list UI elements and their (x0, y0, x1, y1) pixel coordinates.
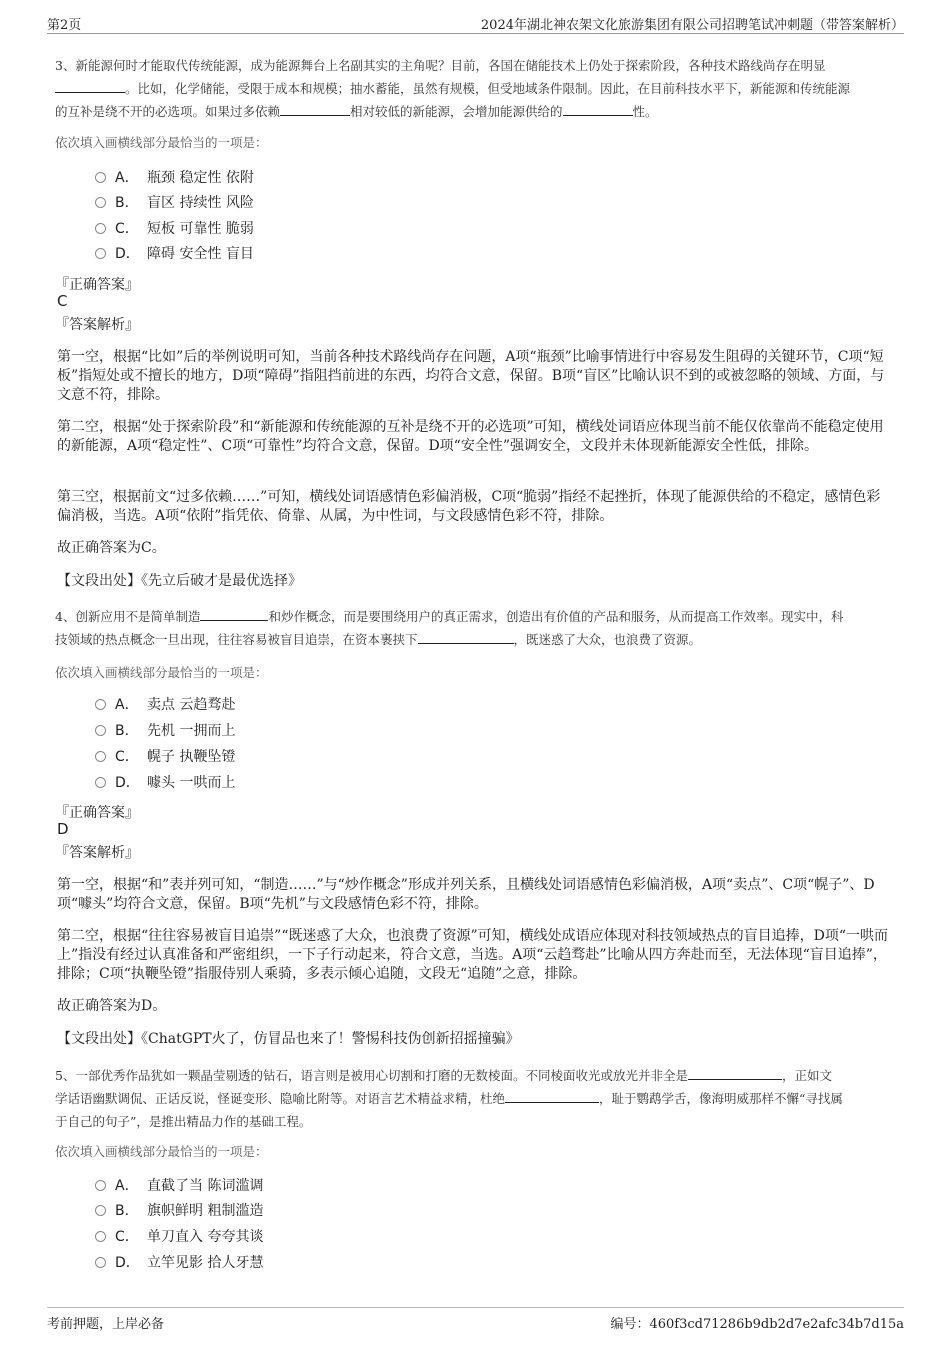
header-divider (47, 33, 904, 34)
q3-option-c[interactable]: C． 短板 可靠性 脆弱 (95, 218, 254, 240)
analysis-conclusion: 故正确答案为D。 (57, 998, 167, 1014)
analysis-paragraph: 第二空，根据“处于探索阶段”和“新能源和传统能源的互补是绕不开的必选项”可知，横线处词语应体现当前不能仅依靠尚不能稳定使用的新能源，A项“稳定性”、C项“可靠性”均符合文意，保留。D项“安全性”强调安全，文段并未体现新能源安全性低，排除。 (57, 419, 884, 454)
q4-option-c[interactable]: C． 幌子 执鞭坠镫 (95, 746, 235, 768)
radio-button[interactable] (95, 248, 106, 259)
radio-button[interactable] (95, 1257, 106, 1268)
analysis-label: 『答案解析』 (55, 845, 139, 861)
radio-button[interactable] (95, 172, 106, 183)
blank (688, 1066, 782, 1080)
radio-button[interactable] (95, 197, 106, 208)
document-title: 2024年湖北神农架文化旅游集团有限公司招聘笔试冲刺题（带答案解析） (480, 18, 904, 33)
correct-answer: C (57, 292, 68, 310)
analysis-paragraph: 第一空，根据“和”表并列可知，“制造……”与“炒作概念”形成并列关系，且横线处词语感情色彩偏消极，A项“卖点”、C项“幌子”、D项“噱头”均符合文意，保留。B项“先机”与文段感情色彩不符，排除。 (57, 877, 875, 912)
page-header (47, 14, 904, 34)
correct-answer: D (57, 820, 69, 838)
q5-option-b[interactable]: B． 旗帜鲜明 粗制滥造 (95, 1200, 263, 1222)
correct-answer-label: 『正确答案』 (55, 277, 139, 293)
page-number: 第2页 (47, 18, 82, 33)
q3-option-d[interactable]: D． 障碍 安全性 盲目 (95, 243, 254, 265)
footer-divider (47, 1307, 904, 1308)
correct-answer-label: 『正确答案』 (55, 805, 139, 821)
question-5-stem: 5、一部优秀作品犹如一颗晶莹剔透的钻石，语言则是被用心切割和打磨的无数棱面。不同棱面收光或放光并非全是 ，正如文 学话语幽默调侃、正话反说，怪诞变形、隐喻比附等。对语言艺术精益求精，杜绝 ，耻于鹦鹉学舌，像海明威那样不懈“寻找属 于自己的句子”，是推出精品力作的基础工程。 (55, 1068, 843, 1129)
q3-option-b[interactable]: B． 盲区 持续性 风险 (95, 192, 254, 214)
radio-button[interactable] (95, 777, 106, 788)
q4-option-b[interactable]: B． 先机 一拥而上 (95, 720, 235, 742)
question-prompt: 依次填入画横线部分最恰当的一项是： (55, 665, 268, 680)
blank (200, 607, 268, 621)
blank (418, 630, 514, 644)
radio-button[interactable] (95, 699, 106, 710)
question-prompt: 依次填入画横线部分最恰当的一项是： (55, 1144, 268, 1159)
q3-option-a[interactable]: A． 瓶颈 稳定性 依附 (95, 167, 254, 189)
radio-button[interactable] (95, 1180, 106, 1191)
q4-option-a[interactable]: A． 卖点 云趋骛赴 (95, 694, 235, 716)
footer-serial-number: 编号：460f3cd71286b9db2d7e2afc34b7d15a (610, 1317, 904, 1332)
question-4-stem: 4、创新应用不是简单制造 和炒作概念，而是要围绕用户的真正需求，创造出有价值的产品和服务，从而提高工作效率。现实中，科 技领域的热点概念一旦出现，往往容易被盲目追崇，在资本裹挟下 ，既迷惑了大众，也浪费了资源。 (55, 609, 844, 647)
q5-option-d[interactable]: D． 立竿见影 拾人牙慧 (95, 1252, 263, 1274)
radio-button[interactable] (95, 1205, 106, 1216)
analysis-conclusion: 故正确答案为C。 (57, 540, 166, 556)
blank (505, 1089, 599, 1103)
question-prompt: 依次填入画横线部分最恰当的一项是： (55, 135, 268, 150)
analysis-paragraph: 第三空，根据前文“过多依赖……”可知，横线处词语感情色彩偏消极，C项“脆弱”指经不起挫折，体现了能源供给的不稳定，感情色彩偏消极，当选。A项“依附”指凭依、倚靠、从属，为中性词，与文段感情色彩不符，排除。 (57, 489, 881, 524)
radio-button[interactable] (95, 223, 106, 234)
source-citation: 【文段出处】《ChatGPT火了，仿冒品也来了！警惕科技伪创新招摇撞骗》 (57, 1031, 520, 1047)
blank (563, 102, 633, 116)
q4-option-d[interactable]: D． 噱头 一哄而上 (95, 772, 235, 794)
analysis-paragraph: 第二空，根据“往往容易被盲目追崇”“既迷惑了大众，也浪费了资源”可知，横线处成语应体现对科技领域热点的盲目追捧，D项“一哄而上”指没有经过认真准备和严密组织，一下子行动起来，符合文意，当选。A项“云趋骛赴”比喻从四方奔赴而至，无法体现“盲目追捧”，排除；C项“执鞭坠镫”指服侍别人乘骑，多表示倾心追随，文段无“追随”之意，排除。 (57, 928, 889, 982)
blank (280, 102, 350, 116)
q5-option-c[interactable]: C． 单刀直入 夸夸其谈 (95, 1226, 263, 1248)
q5-option-a[interactable]: A． 直截了当 陈词滥调 (95, 1175, 263, 1197)
blank (55, 79, 125, 93)
analysis-paragraph: 第一空，根据“比如”后的举例说明可知，当前各种技术路线尚存在问题，A项“瓶颈”比喻事情进行中容易发生阻碍的关键环节，C项“短板”指短处或不擅长的地方，D项“障碍”指阻挡前进的东西，均符合文意，保留。B项“盲区”比喻认识不到的或被忽略的领域、方面，与文意不符，排除。 (57, 349, 885, 403)
radio-button[interactable] (95, 751, 106, 762)
radio-button[interactable] (95, 1231, 106, 1242)
radio-button[interactable] (95, 725, 106, 736)
source-citation: 【文段出处】《先立后破才是最优选择》 (57, 573, 302, 589)
footer-slogan: 考前押题，上岸必备 (47, 1317, 165, 1332)
question-3-stem: 3、新能源何时才能取代传统能源，成为能源舞台上名副其实的主角呢？目前，各国在储能技术上仍处于探索阶段，各种技术路线尚存在明显 。比如，化学储能，受限于成本和规模；抽水蓄能，虽然有规模，但受地域条件限制。因此，在目前科技水平下，新能源和传统能源 的互补是绕不开的必选项。如果过多依赖 相对较低的新能源，会增加能源供给的 性。 (55, 58, 851, 119)
analysis-label: 『答案解析』 (55, 317, 139, 333)
